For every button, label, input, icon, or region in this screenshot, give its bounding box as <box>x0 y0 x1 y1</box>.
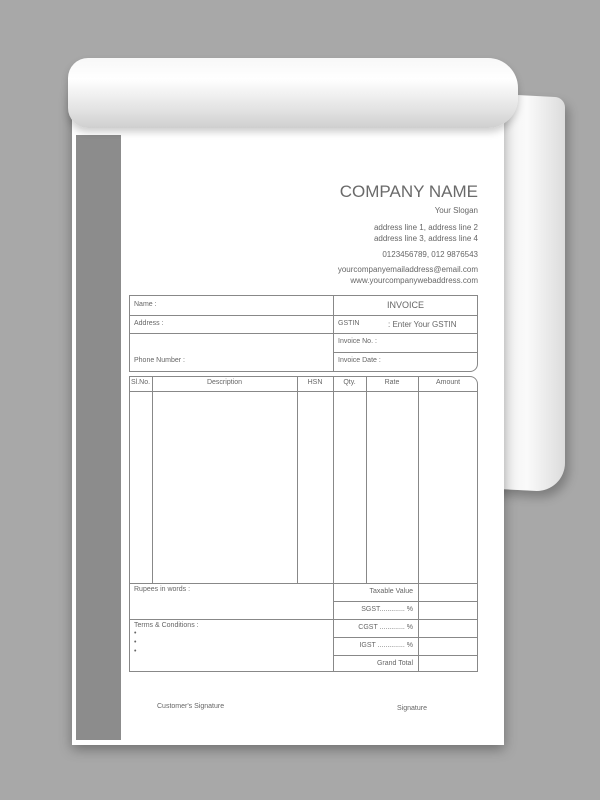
address-line-2: address line 3, address line 4 <box>373 234 478 243</box>
invoice-title: INVOICE <box>386 300 424 310</box>
table-divider <box>418 376 419 672</box>
company-name: COMPANY NAME <box>339 182 478 201</box>
seller-signature: Signature <box>397 705 427 712</box>
gstin-field[interactable]: : Enter Your GSTIN <box>388 320 457 329</box>
table-divider <box>366 376 367 583</box>
rupees-in-words-field[interactable]: Rupees in words : <box>134 586 191 593</box>
invoice-date-field[interactable]: Invoice Date : <box>338 357 381 364</box>
invoice-number-field[interactable]: Invoice No. : <box>338 338 377 345</box>
company-email: yourcompanyemailaddress@email.com <box>337 265 478 274</box>
company-phone: 0123456789, 012 9876543 <box>382 250 478 259</box>
curled-page-roll <box>68 58 518 128</box>
col-amount: Amount <box>435 379 461 386</box>
address-line-1: address line 1, address line 2 <box>373 223 478 232</box>
table-divider <box>333 352 478 353</box>
table-divider <box>129 391 478 392</box>
customer-signature: Customer's Signature <box>157 703 225 710</box>
taxable-value-label: Taxable Value <box>369 588 413 595</box>
address-field[interactable]: Address : <box>134 320 164 327</box>
table-divider <box>152 376 153 583</box>
table-divider <box>129 333 478 334</box>
sgst-label: SGST............. % <box>361 606 413 613</box>
table-divider <box>129 315 478 316</box>
terms-label: Terms & Conditions : <box>134 622 199 629</box>
terms-bullet: • <box>134 630 137 637</box>
company-slogan: Your Slogan <box>434 206 478 215</box>
col-description: Description <box>206 379 242 386</box>
col-rate: Rate <box>384 379 400 386</box>
grand-total-label: Grand Total <box>376 660 413 667</box>
phone-field[interactable]: Phone Number : <box>134 357 185 364</box>
gstin-label: GSTIN <box>338 320 360 327</box>
name-field[interactable]: Name : <box>134 301 157 308</box>
col-hsn: HSN <box>307 379 323 386</box>
col-qty: Qty. <box>343 379 356 386</box>
cgst-label: CGST ............. % <box>358 624 413 631</box>
table-divider <box>333 655 478 656</box>
table-divider <box>333 376 334 672</box>
binding-stripe <box>76 135 121 740</box>
col-slno: Sl.No. <box>130 379 151 386</box>
table-divider <box>333 637 478 638</box>
terms-bullet: • <box>134 648 137 655</box>
table-divider <box>297 376 298 583</box>
table-divider <box>129 619 478 620</box>
company-website: www.yourcompanywebaddress.com <box>350 276 478 285</box>
table-divider <box>333 601 478 602</box>
terms-bullet: • <box>134 639 137 646</box>
table-divider <box>129 583 478 584</box>
igst-label: IGST .............. % <box>359 642 413 649</box>
